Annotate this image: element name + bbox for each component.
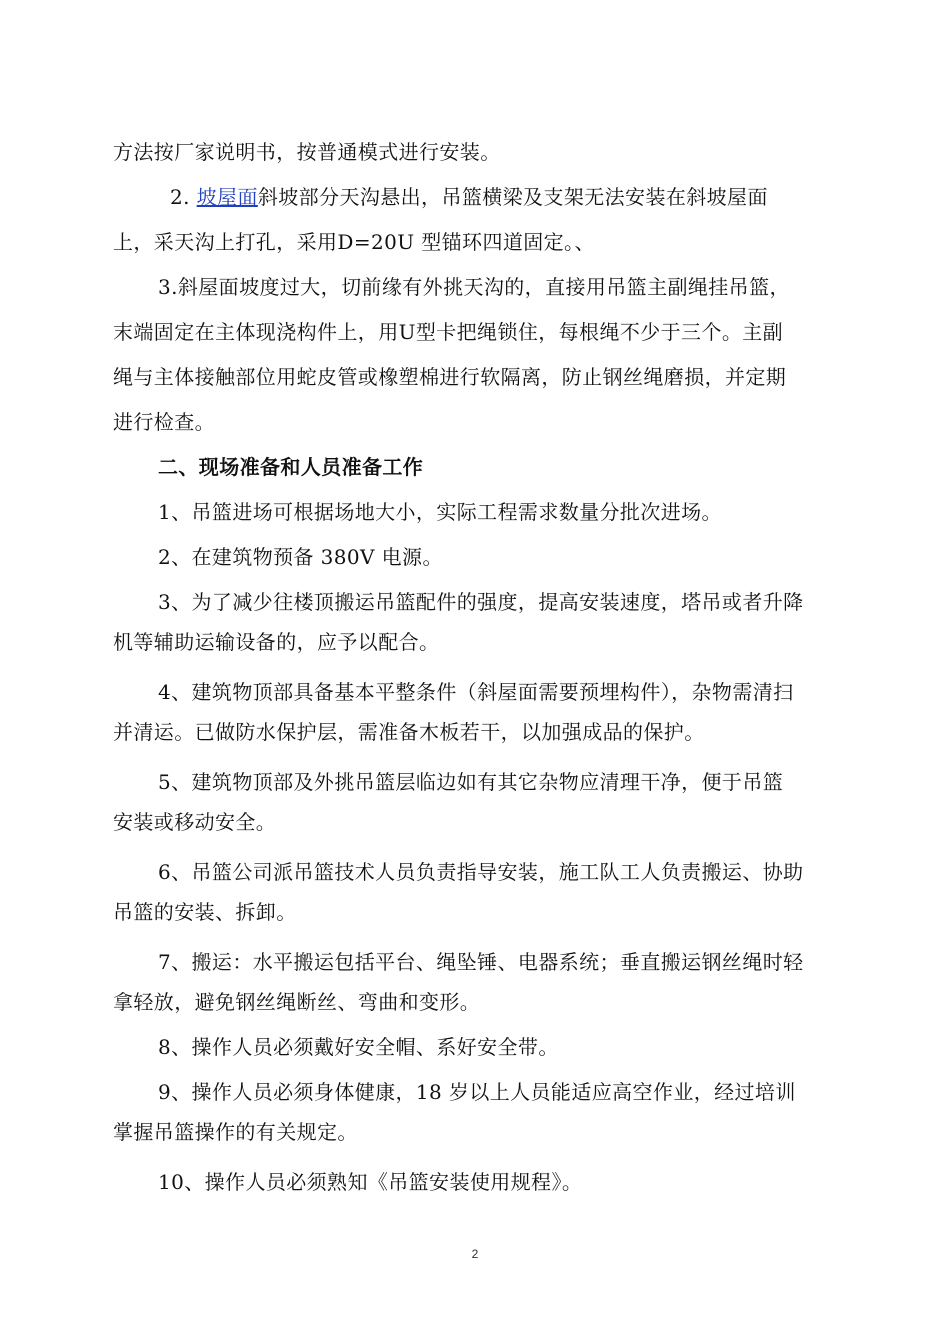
list-item-continuation: 安装或移动安全。 (113, 810, 277, 834)
term-link[interactable]: 坡屋面 (196, 185, 258, 209)
paragraph-line: 末端固定在主体现浇构件上，用U型卡把绳锁住，每根绳不少于三个。主副 (113, 320, 784, 344)
list-item: 9、操作人员必须身体健康，18 岁以上人员能适应高空作业，经过培训 (158, 1080, 796, 1104)
page-number: 2 (471, 1247, 479, 1261)
list-item: 6、吊篮公司派吊篮技术人员负责指导安装，施工队工人负责搬运、协助 (158, 860, 804, 884)
list-item: 2、在建筑物预备 380V 电源。 (158, 545, 443, 569)
paragraph-line (170, 182, 843, 212)
list-item-continuation: 掌握吊篮操作的有关规定。 (113, 1120, 358, 1144)
list-item: 5、建筑物顶部及外挑吊篮层临边如有其它杂物应清理干净，便于吊篮 (158, 770, 784, 794)
list-item-continuation: 并清运。已做防水保护层，需准备木板若干，以加强成品的保护。 (113, 720, 705, 744)
list-item: 1、吊篮进场可根据场地大小，实际工程需求数量分批次进场。 (158, 500, 722, 524)
paragraph-line: 进行检查。 (113, 410, 215, 434)
paragraph-line: 绳与主体接触部位用蛇皮管或橡塑棉进行软隔离，防止钢丝绳磨损，并定期 (113, 365, 787, 389)
list-item: 7、搬运：水平搬运包括平台、绳坠锤、电器系统；垂直搬运钢丝绳时轻 (158, 950, 804, 974)
list-item-continuation: 拿轻放，避免钢丝绳断丝、弯曲和变形。 (113, 990, 481, 1014)
list-item: 8、操作人员必须戴好安全帽、系好安全带。 (158, 1035, 559, 1059)
section-heading: 二、现场准备和人员准备工作 (158, 455, 424, 479)
paragraph-text: 斜坡部分天沟悬出，吊篮横梁及支架无法安装在斜坡屋面 (257, 185, 768, 209)
list-item-continuation: 吊篮的安装、拆卸。 (113, 900, 297, 924)
paragraph-line: 方法按厂家说明书，按普通模式进行安装。 (113, 140, 501, 164)
list-item: 10、操作人员必须熟知《吊篮安装使用规程》。 (158, 1170, 583, 1194)
list-item: 3、为了减少往楼顶搬运吊篮配件的强度，提高安装速度，塔吊或者升降 (158, 590, 804, 614)
list-number: 2. (170, 185, 197, 209)
paragraph-line: 上，采天沟上打孔，采用D=20U 型锚环四道固定。、 (113, 230, 595, 254)
list-item: 4、建筑物顶部具备基本平整条件（斜屋面需要预埋构件），杂物需清扫 (158, 680, 794, 704)
list-item-continuation: 机等辅助运输设备的，应予以配合。 (113, 630, 440, 654)
paragraph-line: 3.斜屋面坡度过大，切前缘有外挑天沟的，直接用吊篮主副绳挂吊篮， (158, 275, 790, 299)
